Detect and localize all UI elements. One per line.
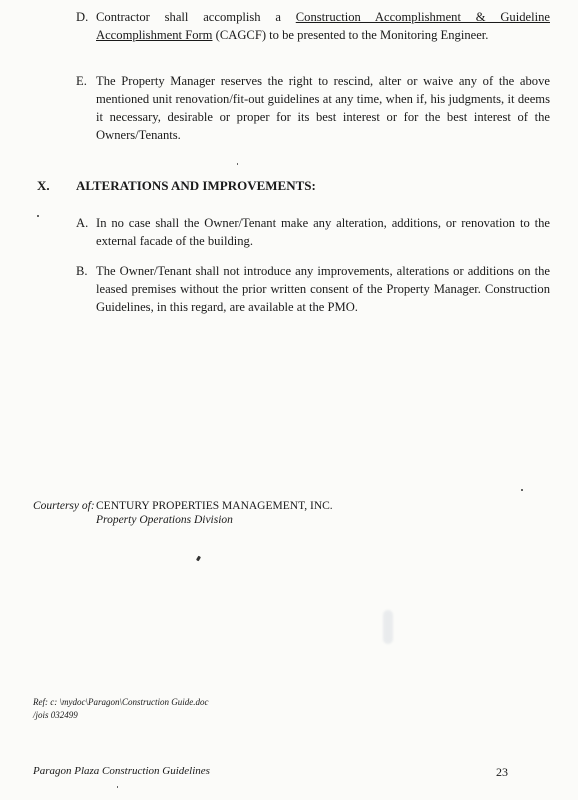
section-item-a-text: In no case shall the Owner/Tenant make any alteration, additions, or renovation to the external facade of the building.: [96, 216, 550, 248]
item-e: [76, 72, 550, 148]
file-reference: Ref: c: \mydoc\Paragon\Construction Guide.doc: [33, 697, 209, 707]
scan-speck: [117, 786, 118, 788]
courtesy-label: Courtersy of:: [33, 500, 95, 512]
item-e-text: The Property Manager reserves the right to rescind, alter or waive any of the above mentioned unit renovation/fit-out guidelines at any time, when if, his judgments, it deems it necessary, desirable or proper for its best interest or for the best interest of the Owners/Tenants.: [96, 74, 550, 142]
section-item-b-letter: B.: [76, 264, 88, 278]
item-e-letter: E.: [76, 74, 87, 88]
scan-speck: [196, 556, 201, 562]
section-item-a-letter: A.: [76, 216, 89, 230]
item-d-letter: D.: [76, 10, 89, 24]
section-number: X.: [37, 178, 50, 193]
courtesy-division: Property Operations Division: [96, 514, 233, 526]
section-item-a: [76, 214, 550, 254]
item-d: [76, 8, 550, 48]
item-d-text: Contractor shall accomplish a Construction Accomplishment & Guideline Accomplishment Form (CAGCF) to be presented to the Monitoring Engineer.: [96, 10, 550, 42]
cagcf-form-name: Construction Accomplishment & Guideline Accomplishment Form: [96, 10, 550, 42]
section-item-b: [76, 262, 550, 320]
scan-speck: [521, 489, 523, 491]
scan-speck: [37, 215, 39, 217]
page-number: 23: [496, 765, 508, 779]
footer-title: Paragon Plaza Construction Guidelines: [33, 765, 210, 777]
courtesy-company: CENTURY PROPERTIES MANAGEMENT, INC.: [96, 500, 333, 512]
scan-speck: [237, 163, 238, 165]
section-title: ALTERATIONS AND IMPROVEMENTS:: [76, 178, 316, 193]
faint-stamp-mark: [383, 610, 393, 644]
section-item-b-text: The Owner/Tenant shall not introduce any improvements, alterations or additions on the leased premises without the prior written consent of the Property Manager. Construction Guidelines, in this regard, are available at the PMO.: [96, 264, 550, 314]
file-reference-id: /jois 032499: [33, 710, 78, 720]
